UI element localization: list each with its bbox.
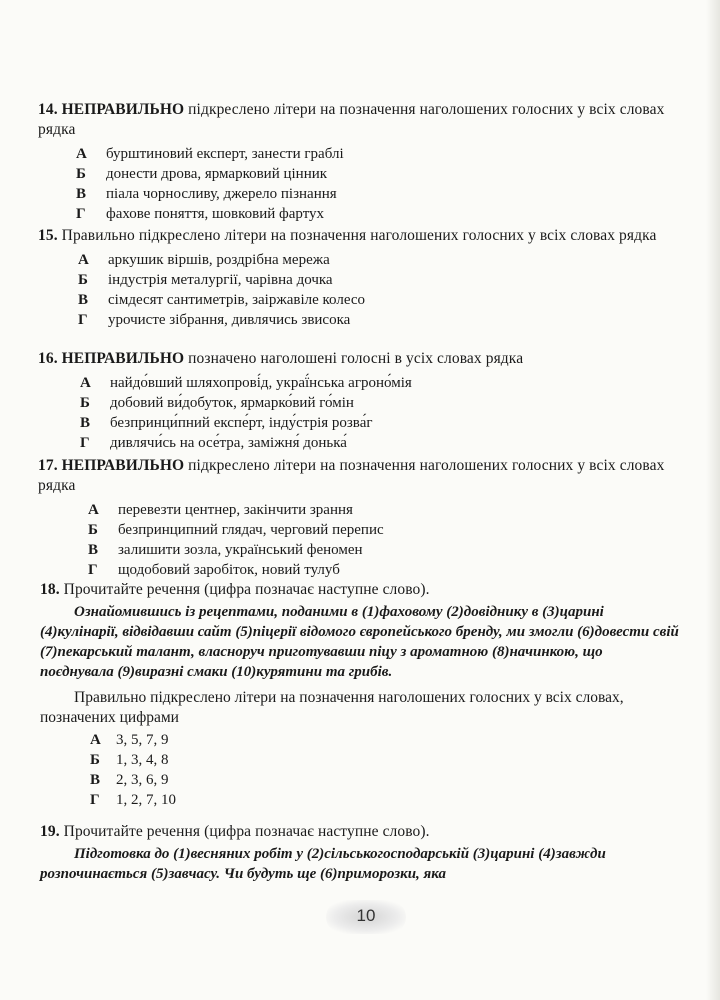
question-number: 19. bbox=[40, 823, 60, 840]
option-text: 2, 3, 6, 9 bbox=[116, 772, 169, 788]
option-letter: В bbox=[90, 772, 101, 788]
option-text: добовий ви́добуток, ярмарко́вий го́мін bbox=[110, 395, 354, 411]
question-title bbox=[38, 349, 688, 369]
option-text: фахове поняття, шовковий фартух bbox=[106, 206, 325, 222]
page-number-badge bbox=[326, 900, 406, 934]
option-b[interactable] bbox=[78, 270, 688, 290]
option-letter: Г bbox=[80, 435, 90, 451]
option-c[interactable] bbox=[78, 290, 688, 310]
option-letter: Г bbox=[78, 312, 88, 328]
passage-text: Підготовка до (1)весняних робіт у (2)сільськогосподарській (3)царині (4)завжди розпочинається (5)завчасу. Чи будуть ще (6)приморозки, яка bbox=[40, 846, 606, 882]
option-b[interactable] bbox=[88, 520, 688, 540]
option-d[interactable] bbox=[76, 204, 688, 224]
option-text: аркушик віршів, роздрібна мережа bbox=[108, 252, 330, 268]
option-text: індустрія металургії, чарівна дочка bbox=[108, 272, 333, 288]
question-title bbox=[38, 100, 688, 140]
option-text: бурштиновий експерт, занести граблі bbox=[106, 146, 344, 162]
option-text: піала чорносливу, джерело пізнання bbox=[106, 186, 337, 202]
option-letter: В bbox=[76, 186, 87, 202]
option-text: 3, 5, 7, 9 bbox=[116, 732, 169, 748]
option-b[interactable] bbox=[76, 164, 688, 184]
question-prompt: позначено наголошені голосні в усіх словах рядка bbox=[184, 350, 524, 367]
option-text: 1, 3, 4, 8 bbox=[116, 752, 169, 768]
option-a[interactable] bbox=[90, 730, 680, 750]
option-letter: А bbox=[88, 502, 99, 518]
option-b[interactable] bbox=[90, 750, 680, 770]
question-prompt: Правильно підкреслено літери на позначення наголошених голосних у всіх словах рядка bbox=[57, 227, 657, 244]
option-text: безпринципний глядач, черговий перепис bbox=[118, 522, 384, 538]
option-letter: Б bbox=[78, 272, 88, 288]
question-number: 18. bbox=[40, 581, 60, 598]
option-d[interactable] bbox=[78, 310, 688, 330]
option-letter: А bbox=[80, 375, 91, 391]
option-letter: Г bbox=[90, 792, 100, 808]
option-text: донести дрова, ярмарковий цінник bbox=[106, 166, 328, 182]
question-prompt: Прочитайте речення (цифра позначає наступне слово). bbox=[59, 581, 430, 598]
question-title bbox=[40, 580, 680, 600]
options-list bbox=[78, 250, 688, 330]
option-d[interactable] bbox=[90, 790, 680, 810]
option-b[interactable] bbox=[80, 393, 688, 413]
option-letter: Б bbox=[88, 522, 98, 538]
question-title bbox=[38, 456, 688, 496]
question-number: 14. НЕПРАВИЛЬНО bbox=[38, 101, 185, 118]
options-list bbox=[88, 500, 688, 580]
option-letter: Г bbox=[88, 562, 98, 578]
option-text: щодобовий заробіток, новий тулуб bbox=[118, 562, 340, 578]
option-c[interactable] bbox=[88, 540, 688, 560]
option-a[interactable] bbox=[80, 373, 688, 393]
question-prompt: підкреслено літери на позначення наголошених голосних у всіх словах рядка bbox=[38, 457, 665, 494]
question-title bbox=[38, 226, 688, 246]
option-text: 1, 2, 7, 10 bbox=[116, 792, 176, 808]
page-edge-shadow bbox=[706, 0, 720, 1000]
options-list bbox=[76, 144, 688, 224]
question-number: 17. НЕПРАВИЛЬНО bbox=[38, 457, 185, 474]
question-number: 16. НЕПРАВИЛЬНО bbox=[38, 350, 185, 367]
option-letter: В bbox=[88, 542, 99, 558]
question-15 bbox=[38, 226, 688, 330]
question-number: 15. bbox=[38, 227, 58, 244]
question-14 bbox=[38, 100, 688, 224]
options-list bbox=[80, 373, 688, 453]
options-list bbox=[90, 730, 680, 810]
option-text: сімдесят сантиметрів, заіржавіле колесо bbox=[108, 292, 366, 308]
question-16 bbox=[38, 349, 688, 453]
option-c[interactable] bbox=[90, 770, 680, 790]
option-letter: В bbox=[78, 292, 89, 308]
option-text: найдо́вший шляхопрові́д, украї́нська агроно́мія bbox=[110, 375, 412, 391]
option-a[interactable] bbox=[78, 250, 688, 270]
page-number: 10 bbox=[356, 906, 376, 925]
option-c[interactable] bbox=[76, 184, 688, 204]
option-d[interactable] bbox=[80, 433, 688, 453]
subquestion-text: Правильно підкреслено літери на позначення наголошених голосних у всіх словах, позначених цифрами bbox=[40, 689, 624, 726]
option-letter: А bbox=[78, 252, 89, 268]
question-18 bbox=[40, 580, 680, 810]
option-a[interactable] bbox=[76, 144, 688, 164]
question-prompt: Прочитайте речення (цифра позначає наступне слово). bbox=[59, 823, 430, 840]
option-text: дивлячи́сь на осе́тра, заміжня́ донька́ bbox=[110, 435, 347, 451]
option-letter: Б bbox=[80, 395, 90, 411]
option-d[interactable] bbox=[88, 560, 688, 580]
option-letter: Г bbox=[76, 206, 86, 222]
question-19 bbox=[40, 822, 680, 884]
option-text: залишити зозла, український феномен bbox=[118, 542, 363, 558]
question-title bbox=[40, 822, 680, 842]
option-letter: Б bbox=[76, 166, 86, 182]
option-letter: Б bbox=[90, 752, 100, 768]
question-prompt: підкреслено літери на позначення наголошених голосних у всіх словах рядка bbox=[38, 101, 665, 138]
option-text: урочисте зібрання, дивлячись звисока bbox=[108, 312, 351, 328]
option-text: перевезти центнер, закінчити зрання bbox=[118, 502, 353, 518]
option-letter: А bbox=[90, 732, 101, 748]
option-letter: А bbox=[76, 146, 87, 162]
option-text: безпринци́пний експе́рт, інду́стрія розва́г bbox=[110, 415, 373, 431]
question-17 bbox=[38, 456, 688, 580]
option-c[interactable] bbox=[80, 413, 688, 433]
passage-text: Ознайомившись із рецептами, поданими в (1)фаховому (2)довіднику в (3)царині (4)кулінарії, відвідавши сайт (5)піцерії відомого європейського бренду, ми змогли (6)довести свій (7)пекарський талант, власноруч приготувавши піцу з ароматною (8)начинкою, що поєднувала (9)виразні смаки (10)курятини та грибів. bbox=[40, 604, 679, 680]
option-letter: В bbox=[80, 415, 91, 431]
option-a[interactable] bbox=[88, 500, 688, 520]
